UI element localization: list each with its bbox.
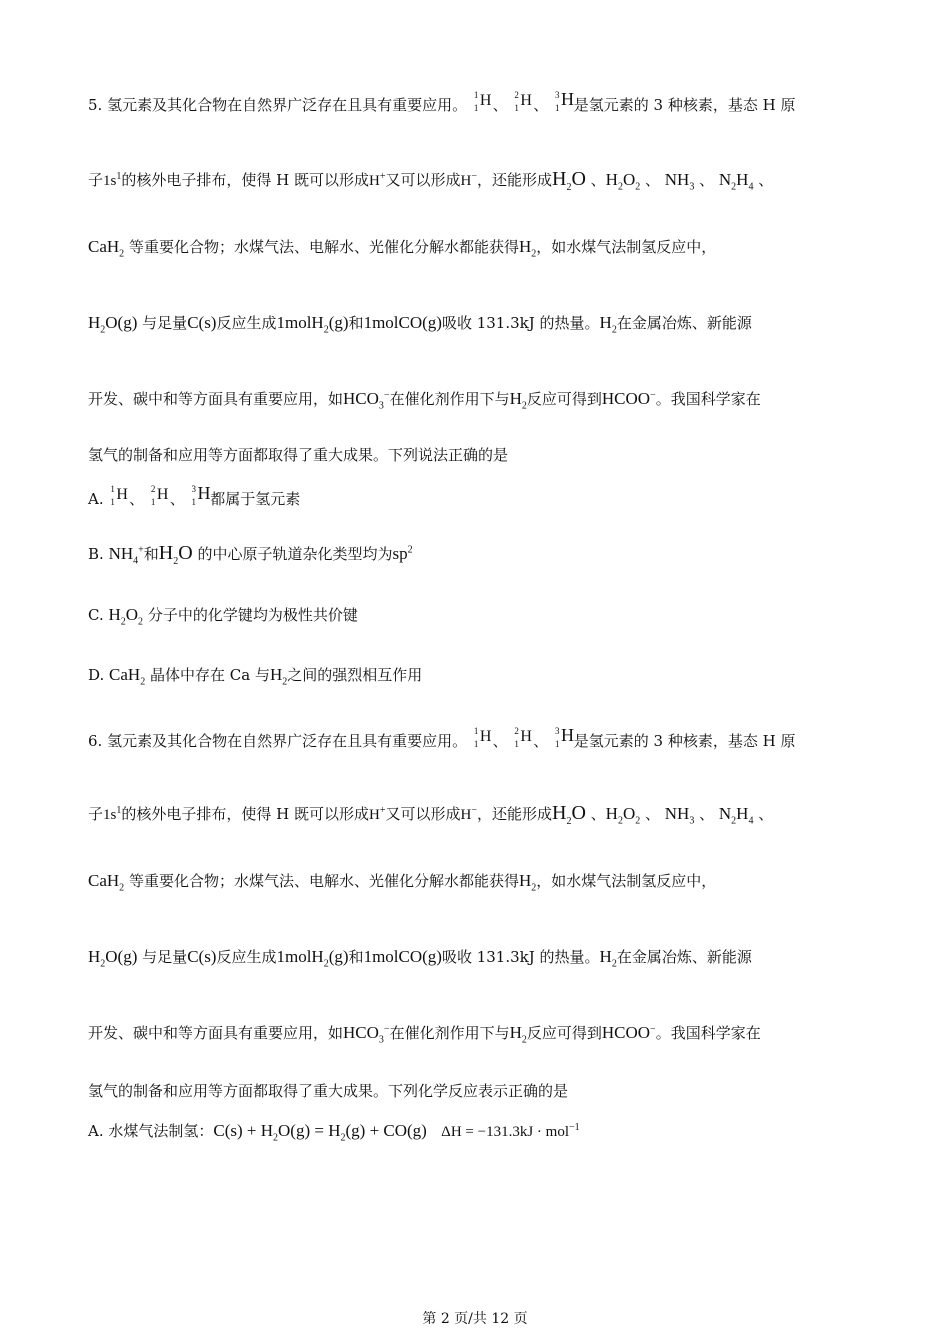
formula-nh3: $NH_3$ bbox=[664, 804, 695, 827]
formula-cah2: CaH$_2$ bbox=[109, 665, 146, 688]
q5-option-a: A. 1 1 H 、 2 1 H 、 3 1 H 都属于氢元素 bbox=[88, 483, 301, 508]
q6-line-6: 氢气的制备和应用等方面都取得了重大成果。下列化学反应表示正确的是 bbox=[88, 1082, 569, 1100]
formula-h2o2: $H_2O_2$ bbox=[605, 170, 641, 193]
enthalpy-value: ΔH = −131.3kJ · mol$^{-1}$ bbox=[441, 1122, 580, 1140]
isotope-protium: 1 1 H bbox=[110, 484, 128, 507]
formula-1mol-h2-g: 1molH$_2$(g) bbox=[276, 313, 349, 336]
formula-1mol-co-g: 1molCO(g) bbox=[363, 313, 442, 332]
isotope-tritium: 3 1 H bbox=[191, 483, 211, 507]
isotope-protium: 1 1 H bbox=[473, 726, 492, 749]
q6-line-1: 6. 氢元素及其化合物在自然界广泛存在且具有重要应用。 1 1 H 、 2 1 H 、 3 1 H 是氢元素的 3 种核素，基态 H 原 bbox=[88, 725, 796, 750]
formula-nh4-plus: $NH_4^+$ bbox=[108, 544, 144, 567]
ion-h-minus: H− bbox=[460, 805, 477, 823]
formula-h2: $H_2$ bbox=[599, 947, 617, 970]
formula-1s1: $1s^1$ bbox=[103, 171, 122, 189]
formula-c-s: C(s) bbox=[187, 947, 217, 966]
formula-sp2: $sp^2$ bbox=[392, 544, 413, 563]
q5-option-c: C. $H_2O_2$ 分子中的化学键均为极性共价键 bbox=[88, 605, 358, 628]
formula-h2o: $H_2O$ bbox=[551, 168, 586, 193]
formula-h2: $H_2$ bbox=[509, 389, 527, 412]
q5-line-1: 5. 氢元素及其化合物在自然界广泛存在且具有重要应用。 1 1 H 、 2 1 H 、 3 1 H 是氢元素的 3 种核素，基态 H 原 bbox=[88, 89, 796, 114]
isotope-tritium: 3 1 H bbox=[554, 725, 574, 749]
ion-h-plus: H+ bbox=[368, 171, 386, 189]
formula-1mol-co-g: 1molCO(g) bbox=[363, 947, 442, 966]
q6-line-3: CaH$_2$ 等重要化合物；水煤气法、电解水、光催化分解水都能获得$H_2$，如水煤气法制氢反应中， bbox=[88, 871, 717, 894]
formula-h2o: $H_2O$ bbox=[158, 542, 193, 567]
isotope-protium: 1 1 H bbox=[473, 90, 492, 113]
q5-option-d: D. CaH$_2$ 晶体中存在 Ca 与$H_2$之间的强烈相互作用 bbox=[88, 665, 423, 688]
formula-hco3-minus: $HCO_3^-$ bbox=[343, 1023, 390, 1046]
formula-h2o2: $H_2O_2$ bbox=[605, 804, 641, 827]
formula-h2o2: $H_2O_2$ bbox=[108, 605, 144, 628]
formula-h2o-g: $H_2O(g)$ bbox=[88, 947, 138, 970]
ion-h-plus: H+ bbox=[368, 805, 386, 823]
formula-c-s: C(s) bbox=[187, 313, 217, 332]
ion-h-minus: H− bbox=[460, 171, 477, 189]
q5-line-2: 子$1s^1$的核外电子排布，使得 H 既可以形成H+又可以形成H−，还能形成$H_2O$ 、$H_2O_2$ 、 $NH_3$ 、 $N_2H_4$ 、 bbox=[88, 168, 774, 193]
formula-1mol-h2-g: 1molH$_2$(g) bbox=[276, 947, 349, 970]
q6-option-a: A. 水煤气法制氢：$C(s) + H_2O(g) = H_2(g) + CO(g)$ ΔH = −131.3kJ · mol$^{-1}$ bbox=[88, 1121, 580, 1144]
q5-line-4: $H_2O(g)$ 与足量C(s)反应生成1molH$_2$(g)和1molCO(g)吸收 131.3kJ 的热量。$H_2$在金属冶炼、新能源 bbox=[88, 313, 752, 336]
isotope-deuterium: 2 1 H bbox=[514, 726, 532, 749]
formula-h2: $H_2$ bbox=[518, 237, 537, 260]
page-footer: 第 2 页/共 12 页 bbox=[422, 1311, 528, 1327]
formula-n2h4: $N_2H_4$ bbox=[718, 170, 754, 193]
formula-h2: $H_2$ bbox=[269, 665, 288, 688]
formula-hco3-minus: $HCO_3^-$ bbox=[343, 389, 390, 412]
formula-n2h4: $N_2H_4$ bbox=[718, 804, 754, 827]
q5-line-6: 氢气的制备和应用等方面都取得了重大成果。下列说法正确的是 bbox=[88, 446, 509, 464]
formula-cah2: CaH$_2$ bbox=[88, 871, 125, 894]
formula-h2: $H_2$ bbox=[509, 1023, 527, 1046]
equation-water-gas: $C(s) + H_2O(g) = H_2(g) + CO(g)$ bbox=[213, 1121, 427, 1144]
q6-line-4: $H_2O(g)$ 与足量C(s)反应生成1molH$_2$(g)和1molCO(g)吸收 131.3kJ 的热量。$H_2$在金属冶炼、新能源 bbox=[88, 947, 752, 970]
formula-cah2: CaH$_2$ bbox=[88, 237, 125, 260]
isotope-deuterium: 2 1 H bbox=[514, 90, 532, 113]
formula-h2: $H_2$ bbox=[599, 313, 617, 336]
formula-h2: $H_2$ bbox=[518, 871, 537, 894]
q5-line-5: 开发、碳中和等方面具有重要应用，如$HCO_3^-$在催化剂作用下与$H_2$反应可得到HCOO−。我国科学家在 bbox=[88, 389, 761, 412]
formula-nh3: $NH_3$ bbox=[664, 170, 695, 193]
isotope-deuterium: 2 1 H bbox=[150, 484, 169, 507]
q5-line-3: CaH$_2$ 等重要化合物；水煤气法、电解水、光催化分解水都能获得$H_2$，如水煤气法制氢反应中， bbox=[88, 237, 717, 260]
q6-line-5: 开发、碳中和等方面具有重要应用，如$HCO_3^-$在催化剂作用下与$H_2$反应可得到HCOO−。我国科学家在 bbox=[88, 1023, 761, 1046]
q6-line-2: 子$1s^1$的核外电子排布，使得 H 既可以形成H+又可以形成H−，还能形成$H_2O$ 、$H_2O_2$ 、 $NH_3$ 、 $N_2H_4$ 、 bbox=[88, 802, 774, 827]
formula-hcoo-minus: HCOO− bbox=[601, 1023, 656, 1042]
formula-1s1: $1s^1$ bbox=[103, 805, 122, 823]
formula-h2o: $H_2O$ bbox=[551, 802, 586, 827]
formula-h2o-g: $H_2O(g)$ bbox=[88, 313, 138, 336]
isotope-tritium: 3 1 H bbox=[554, 89, 574, 113]
formula-hcoo-minus: HCOO− bbox=[601, 389, 656, 408]
q5-option-b: B. $NH_4^+$和$H_2O$ 的中心原子轨道杂化类型均为$sp^2$ bbox=[88, 542, 413, 567]
